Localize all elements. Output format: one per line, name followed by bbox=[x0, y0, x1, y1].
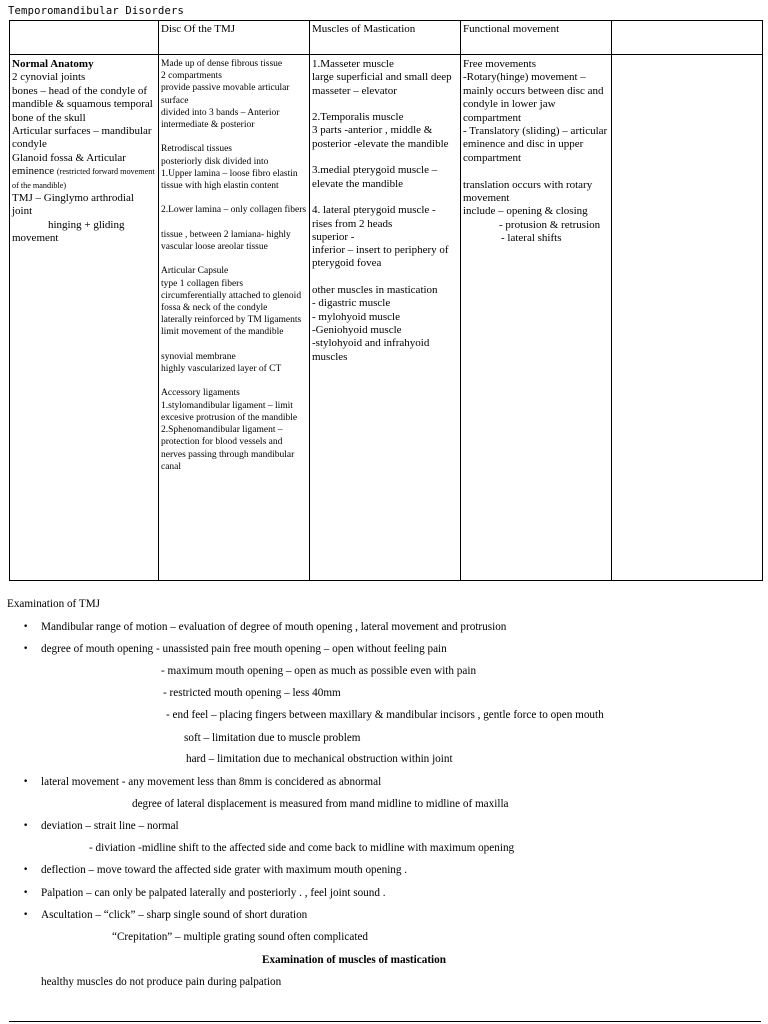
exam-text: deflection – move toward the affected side grater with maximum mouth opening . bbox=[41, 864, 408, 876]
muscle-line: 2.Temporalis muscle bbox=[312, 111, 404, 124]
muscle-line bbox=[312, 151, 458, 164]
exam-text: - end feel – placing fingers between maxillary & mandibular incisors , gentle force to open mouth bbox=[166, 709, 604, 721]
bullet-icon: • bbox=[23, 622, 29, 632]
muscle-line bbox=[312, 191, 458, 204]
muscle-line: - mylohyoid muscle bbox=[312, 310, 400, 323]
anatomy-line bbox=[12, 58, 156, 71]
anatomy-line bbox=[12, 192, 156, 219]
exam-text: Mandibular range of motion – evaluation of degree of mouth opening , lateral movement and protrusion bbox=[41, 621, 507, 633]
muscle-line: 3 parts -anterior , middle & posterior -elevate the mandible bbox=[312, 124, 449, 150]
bullet-icon: • bbox=[23, 865, 29, 875]
exam-text: hard – limitation due to mechanical obstruction within joint bbox=[186, 753, 453, 765]
muscle-line: large superficial and small deep masseter – elevator bbox=[312, 71, 452, 97]
header-cell-5 bbox=[612, 21, 763, 55]
bullet-icon: • bbox=[23, 910, 29, 920]
movement-line: -Rotary(hinge) movement – mainly occurs between disc and condyle in lower jaw compartment bbox=[463, 71, 604, 124]
disc-line: type 1 collagen fibers bbox=[161, 278, 244, 289]
header-cell-muscles: Muscles of Mastication bbox=[310, 21, 461, 55]
table-body-row bbox=[10, 55, 763, 581]
anatomy-text: Articular surfaces – mandibular condyle bbox=[12, 125, 152, 151]
muscle-line: -Geniohyoid muscle bbox=[312, 323, 402, 336]
muscle-line: -stylohyoid and infrahyoid muscles bbox=[312, 337, 430, 363]
anatomy-line bbox=[12, 219, 156, 232]
section-heading: Examination of muscles of mastication bbox=[262, 954, 446, 966]
muscle-line bbox=[312, 271, 458, 284]
exam-text: degree of mouth opening - unassisted pain free mouth opening – open without feeling pain bbox=[41, 643, 447, 655]
movement-line: include – opening & closing bbox=[463, 205, 588, 218]
muscle-line: 4. lateral pterygoid muscle - rises from 2 heads bbox=[312, 204, 436, 230]
muscle-line bbox=[312, 98, 458, 111]
exam-text: degree of lateral displacement is measured from mand midline to midline of maxilla bbox=[132, 798, 509, 810]
exam-text: - diviation -midline shift to the affected side and come back to midline with maximum opening bbox=[89, 842, 515, 854]
disc-line bbox=[161, 192, 307, 204]
anatomy-text: Normal Anatomy bbox=[12, 58, 94, 70]
bullet-icon: • bbox=[23, 644, 29, 654]
anatomy-text: bones – head of the condyle of mandible & squamous temporal bone of the skull bbox=[12, 84, 153, 124]
anatomy-table bbox=[9, 20, 763, 581]
exam-text: Palpation – can only be palpated laterally and posteriorly . , feel joint sound . bbox=[41, 887, 386, 899]
disc-line: limit movement of the mandible bbox=[161, 327, 284, 338]
disc-line: circumferentially attached to glenoid fossa & neck of the condyle bbox=[161, 290, 302, 314]
exam-text: healthy muscles do not produce pain during palpation bbox=[41, 976, 282, 988]
disc-line: 2.Sphenomandibular ligament – protection for blood vessels and nerves passing through mandibular canal bbox=[161, 425, 295, 472]
anatomy-line bbox=[12, 85, 156, 125]
cell-empty bbox=[612, 55, 763, 581]
exam-text: - restricted mouth opening – less 40mm bbox=[163, 687, 341, 699]
disc-line: Retrodiscal tissues bbox=[161, 144, 232, 155]
header-cell-movement: Functional movement bbox=[461, 21, 612, 55]
anatomy-text: movement bbox=[12, 232, 59, 245]
disc-line: highly vascularized layer of CT bbox=[161, 364, 282, 375]
disc-line: 1.stylomandibular ligament – limit excesive protrusion of the mandible bbox=[161, 400, 298, 423]
bullet-icon: • bbox=[23, 888, 29, 898]
anatomy-line bbox=[12, 232, 156, 245]
anatomy-note: (restricted forward movement of the mandible) bbox=[12, 167, 155, 190]
muscle-line: superior - bbox=[312, 230, 355, 243]
muscle-line: other muscles in mastication bbox=[312, 284, 438, 297]
movement-line: Free movements bbox=[463, 58, 537, 70]
anatomy-text: TMJ – Ginglymo arthrodial joint bbox=[12, 192, 134, 218]
disc-line: tissue , between 2 lamiana- highly vascular loose areolar tissue bbox=[161, 229, 291, 253]
bullet-icon: • bbox=[23, 777, 29, 787]
anatomy-text: 2 cynovial joints bbox=[12, 71, 86, 84]
header-cell-disc: Disc Of the TMJ bbox=[159, 21, 310, 55]
movement-line: - Translatory (sliding) – articular eminence and disc in upper compartment bbox=[463, 125, 608, 164]
disc-line: laterally reinforced by TM ligaments bbox=[161, 315, 302, 326]
muscle-line: - digastric muscle bbox=[312, 297, 391, 310]
anatomy-text: hinging + gliding bbox=[48, 218, 125, 231]
movement-line: - protusion & retrusion bbox=[499, 218, 601, 231]
cell-normal-anatomy bbox=[10, 55, 159, 581]
disc-line: provide passive movable articular surface bbox=[161, 83, 290, 106]
movement-line: - lateral shifts bbox=[501, 232, 562, 245]
disc-line: 2.Lower lamina – only collagen fibers bbox=[161, 205, 307, 216]
table-header-row bbox=[10, 21, 763, 55]
disc-line: 1.Upper lamina – loose fibro elastin tissue with high elastin content bbox=[161, 168, 298, 192]
exam-text: Examination of TMJ bbox=[7, 598, 101, 610]
anatomy-text: Glanoid fossa & Articular eminence bbox=[12, 151, 126, 178]
disc-line bbox=[161, 375, 307, 387]
header-cell-1 bbox=[10, 21, 159, 55]
disc-line: 2 compartments bbox=[161, 71, 222, 82]
muscle-line: 1.Masseter muscle bbox=[312, 58, 394, 70]
disc-line: Accessory ligaments bbox=[161, 388, 240, 399]
muscle-line: inferior – insert to periphery of pterygoid fovea bbox=[312, 244, 449, 270]
exam-text: - maximum mouth opening – open as much as possible even with pain bbox=[161, 665, 477, 677]
exam-text: deviation – strait line – normal bbox=[41, 820, 179, 832]
anatomy-line bbox=[12, 152, 156, 192]
exam-text: “Crepitation” – multiple grating sound often complicated bbox=[112, 931, 369, 943]
anatomy-line bbox=[12, 125, 156, 152]
movement-line: translation occurs with rotary movement bbox=[463, 178, 593, 205]
disc-line: Made up of dense fibrous tissue bbox=[161, 59, 283, 69]
disc-line bbox=[161, 339, 307, 351]
disc-line: Articular Capsule bbox=[161, 266, 229, 277]
bullet-icon: • bbox=[23, 821, 29, 831]
muscle-line: 3.medial pterygoid muscle – elevate the mandible bbox=[312, 164, 438, 190]
cell-disc-of-tmj bbox=[159, 55, 310, 581]
disc-line bbox=[161, 253, 307, 265]
disc-line bbox=[161, 217, 307, 229]
footer-rule bbox=[9, 1021, 761, 1022]
anatomy-line bbox=[12, 71, 156, 84]
exam-text: soft – limitation due to muscle problem bbox=[184, 732, 361, 744]
exam-text: lateral movement - any movement less than 8mm is concidered as abnormal bbox=[41, 776, 382, 788]
disc-line: posteriorly disk divided into bbox=[161, 156, 269, 167]
cell-functional-movement bbox=[461, 55, 612, 581]
document-title: Temporomandibular Disorders bbox=[8, 5, 185, 17]
exam-text: Ascultation – “click” – sharp single sound of short duration bbox=[41, 909, 308, 921]
movement-line bbox=[463, 165, 609, 178]
disc-line bbox=[161, 131, 307, 143]
disc-line: divided into 3 bands – Anterior intermediate & posterior bbox=[161, 107, 280, 131]
cell-muscles-of-mastication bbox=[310, 55, 461, 581]
disc-line: synovial membrane bbox=[161, 351, 236, 362]
